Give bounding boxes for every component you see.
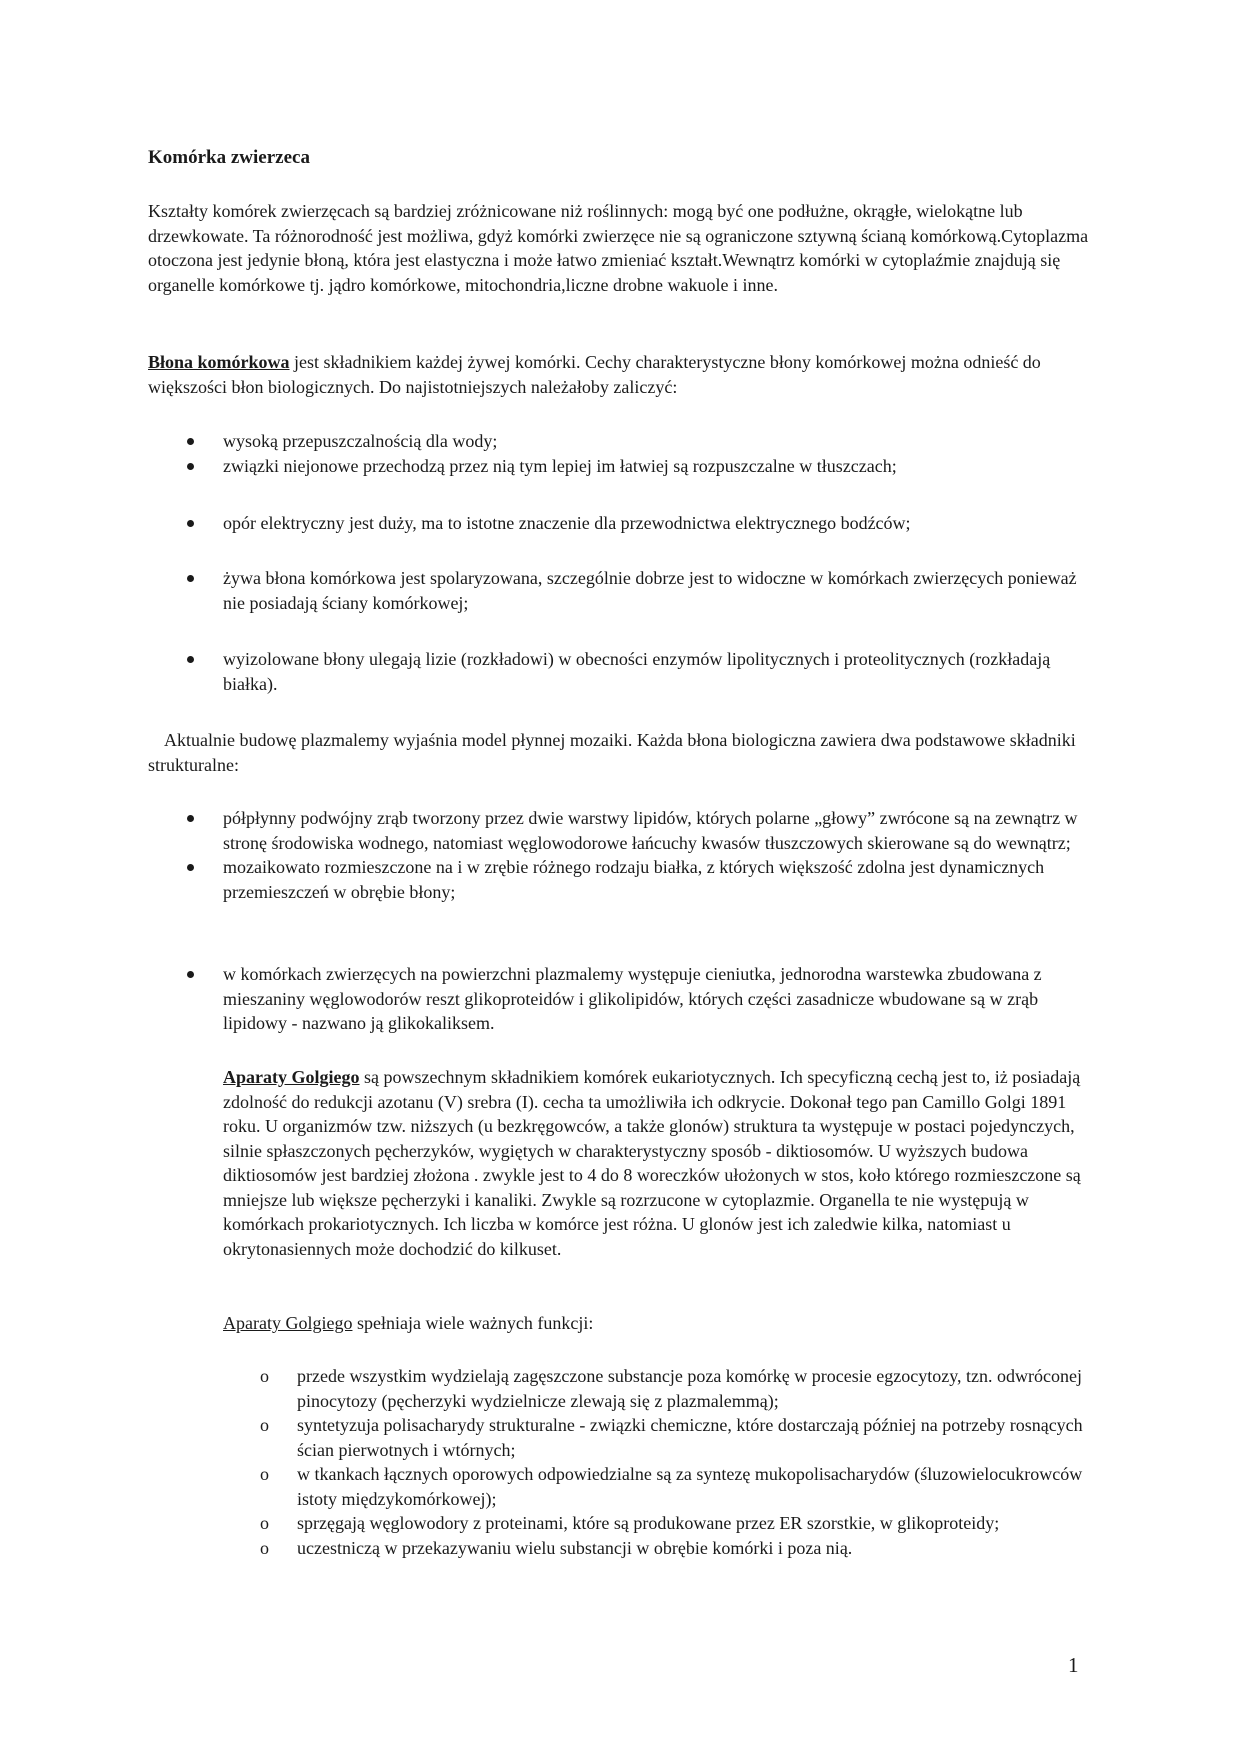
page-number: 1 [1068,1653,1079,1677]
bullet-icon [187,575,194,582]
golgi-term: Aparaty Golgiego [223,1067,360,1087]
circle-bullet-icon: o [260,1366,269,1386]
membrane-features-list [148,566,1098,615]
golgi-paragraph [223,1065,1098,1261]
membrane-features-list [148,429,1098,478]
golgi-text: są powszechnym składnikiem komórek eukariotycznych. Ich specyficzną cechą jest to, iż posiadają zdolność do redukcji azotanu (V) srebra (I). cecha ta umożliwiła ich odkrycie. Dokonał tego pan Camillo Golgi 1891 roku. U organizmów tzw. niższych (u bezkręgowców, a także glonów) struktura ta występuje w postaci pojedynczych, silnie spłaszczonych pęcherzyków, wygiętych w charakterystyczny sposób - diktiosomów. U wyższych budowa diktiosomów jest bardziej złożona . zwykle jest to 4 do 8 woreczków ułożonych w stos, koło którego rozmieszczone są mniejsze lub większe pęcherzyki i kanaliki. Zwykle są rozrzucone w cytoplazmie. Organella te nie występują w komórkach prokariotycznych. Ich liczba w komórce jest różna. U glonów jest ich zaledwie kilka, natomiast u okrytonasiennych może dochodzić do kilkuset. [223,1067,1081,1259]
circle-bullet-icon: o [260,1513,269,1533]
list-item: wysoką przepuszczalnością dla wody; [148,429,1098,454]
list-item: o uczestniczą w przekazywaniu wielu substancji w obrębie komórki i poza nią. [223,1536,1098,1561]
document-title: Komórka zwierzeca [148,147,310,168]
bullet-icon [187,463,194,470]
list-item: o w tkankach łącznych oporowych odpowiedzialne są za syntezę mukopolisacharydów (śluzowielocukrowców istoty międzykomórkowej); [260,1464,1083,1509]
bullet-icon [187,864,194,871]
bullet-icon [187,971,194,978]
list-item: o syntetyzuja polisacharydy strukturalne - związki chemiczne, które dostarczają później na potrzeby rosnących ścian pierwotnych i wtórnych; [260,1415,1083,1460]
bullet-icon [187,656,194,663]
list-item: o przede wszystkim wydzielają zagęszczone substancje poza komórkę w procesie egzocytozy, tzn. odwróconej pinocytozy (pęcherzyki wydzielnicze zlewają się z plazmalemmą); [260,1366,1083,1411]
membrane-features-list [148,647,1098,696]
mosaic-paragraph: Aktualnie budowę plazmalemy wyjaśnia model płynnej mozaiki. Każda błona biologiczna zawiera dwa podstawowe składniki strukturalne: [148,730,1076,775]
list-item: związki niejonowe przechodzą przez nią tym lepiej im łatwiej są rozpuszczalne w tłuszczach; [148,454,1098,479]
mosaic-list [148,962,1098,1036]
circle-bullet-icon: o [260,1464,269,1484]
golgi-func-term: Aparaty Golgiego [223,1313,353,1333]
list-item: żywa błona komórkowa jest spolaryzowana, szczególnie dobrze jest to widoczne w komórkach zwierzęcych ponieważ nie posiadają ściany komórkowej; [148,566,1098,615]
golgi-functions-list [223,1364,1098,1560]
golgi-functions-heading [223,1311,1098,1336]
list-item: wyizolowane błony ulegają lizie (rozkładowi) w obecności enzymów lipolitycznych i proteolitycznych (rozkładają białka). [148,647,1098,696]
membrane-text: jest składnikiem każdej żywej komórki. Cechy charakterystyczne błony komórkowej można odnieść do większości błon biologicznych. Do najistotniejszych należałoby zaliczyć: [148,352,1041,397]
bullet-icon [187,815,194,822]
list-item: o sprzęgają węglowodory z proteinami, które są produkowane przez ER szorstkie, w glikoproteidy; [223,1511,1098,1536]
bullet-icon [187,438,194,445]
circle-bullet-icon: o [260,1415,269,1435]
list-item: półpłynny podwójny zrąb tworzony przez dwie warstwy lipidów, których polarne „głowy” zwrócone są na zewnątrz w stronę środowiska wodnego, natomiast węglowodorowe łańcuchy kwasów tłuszczowych skierowane są do wewnątrz; [148,806,1098,855]
golgi-func-text: spełniaja wiele ważnych funkcji: [352,1313,594,1333]
list-item: mozaikowato rozmieszczone na i w zrębie różnego rodzaju białka, z których większość zdolna jest dynamicznych przemieszczeń w obrębie błony; [148,855,1098,904]
membrane-features-list [148,511,1098,536]
list-item: w komórkach zwierzęcych na powierzchni plazmalemy występuje cieniutka, jednorodna warstewka zbudowana z mieszaniny węglowodorów reszt glikoproteidów i glikolipidów, których części zasadnicze wbudowane są w zrąb lipidowy - nazwano ją glikokaliksem. [148,962,1098,1036]
list-item: opór elektryczny jest duży, ma to istotne znaczenie dla przewodnictwa elektrycznego bodźców; [148,511,1098,536]
bullet-icon [187,520,194,527]
circle-bullet-icon: o [260,1537,269,1558]
membrane-term: Błona komórkowa [148,352,290,372]
intro-paragraph: Kształty komórek zwierzęcach są bardziej zróżnicowane niż roślinnych: mogą być one podłużne, okrągłe, wielokątne lub drzewkowate. Ta różnorodność jest możliwa, gdyż komórki zwierzęce nie są ograniczone sztywną ścianą komórkową.Cytoplazma otoczona jest jedynie błoną, która jest elastyczna i może łatwo zmieniać kształt.Wewnątrz komórki w cytoplaźmie znajdują się organelle komórkowe tj. jądro komórkowe, mitochondria,liczne drobne wakuole i inne. [148,201,1089,295]
mosaic-list [148,806,1098,904]
membrane-paragraph [148,350,1098,399]
